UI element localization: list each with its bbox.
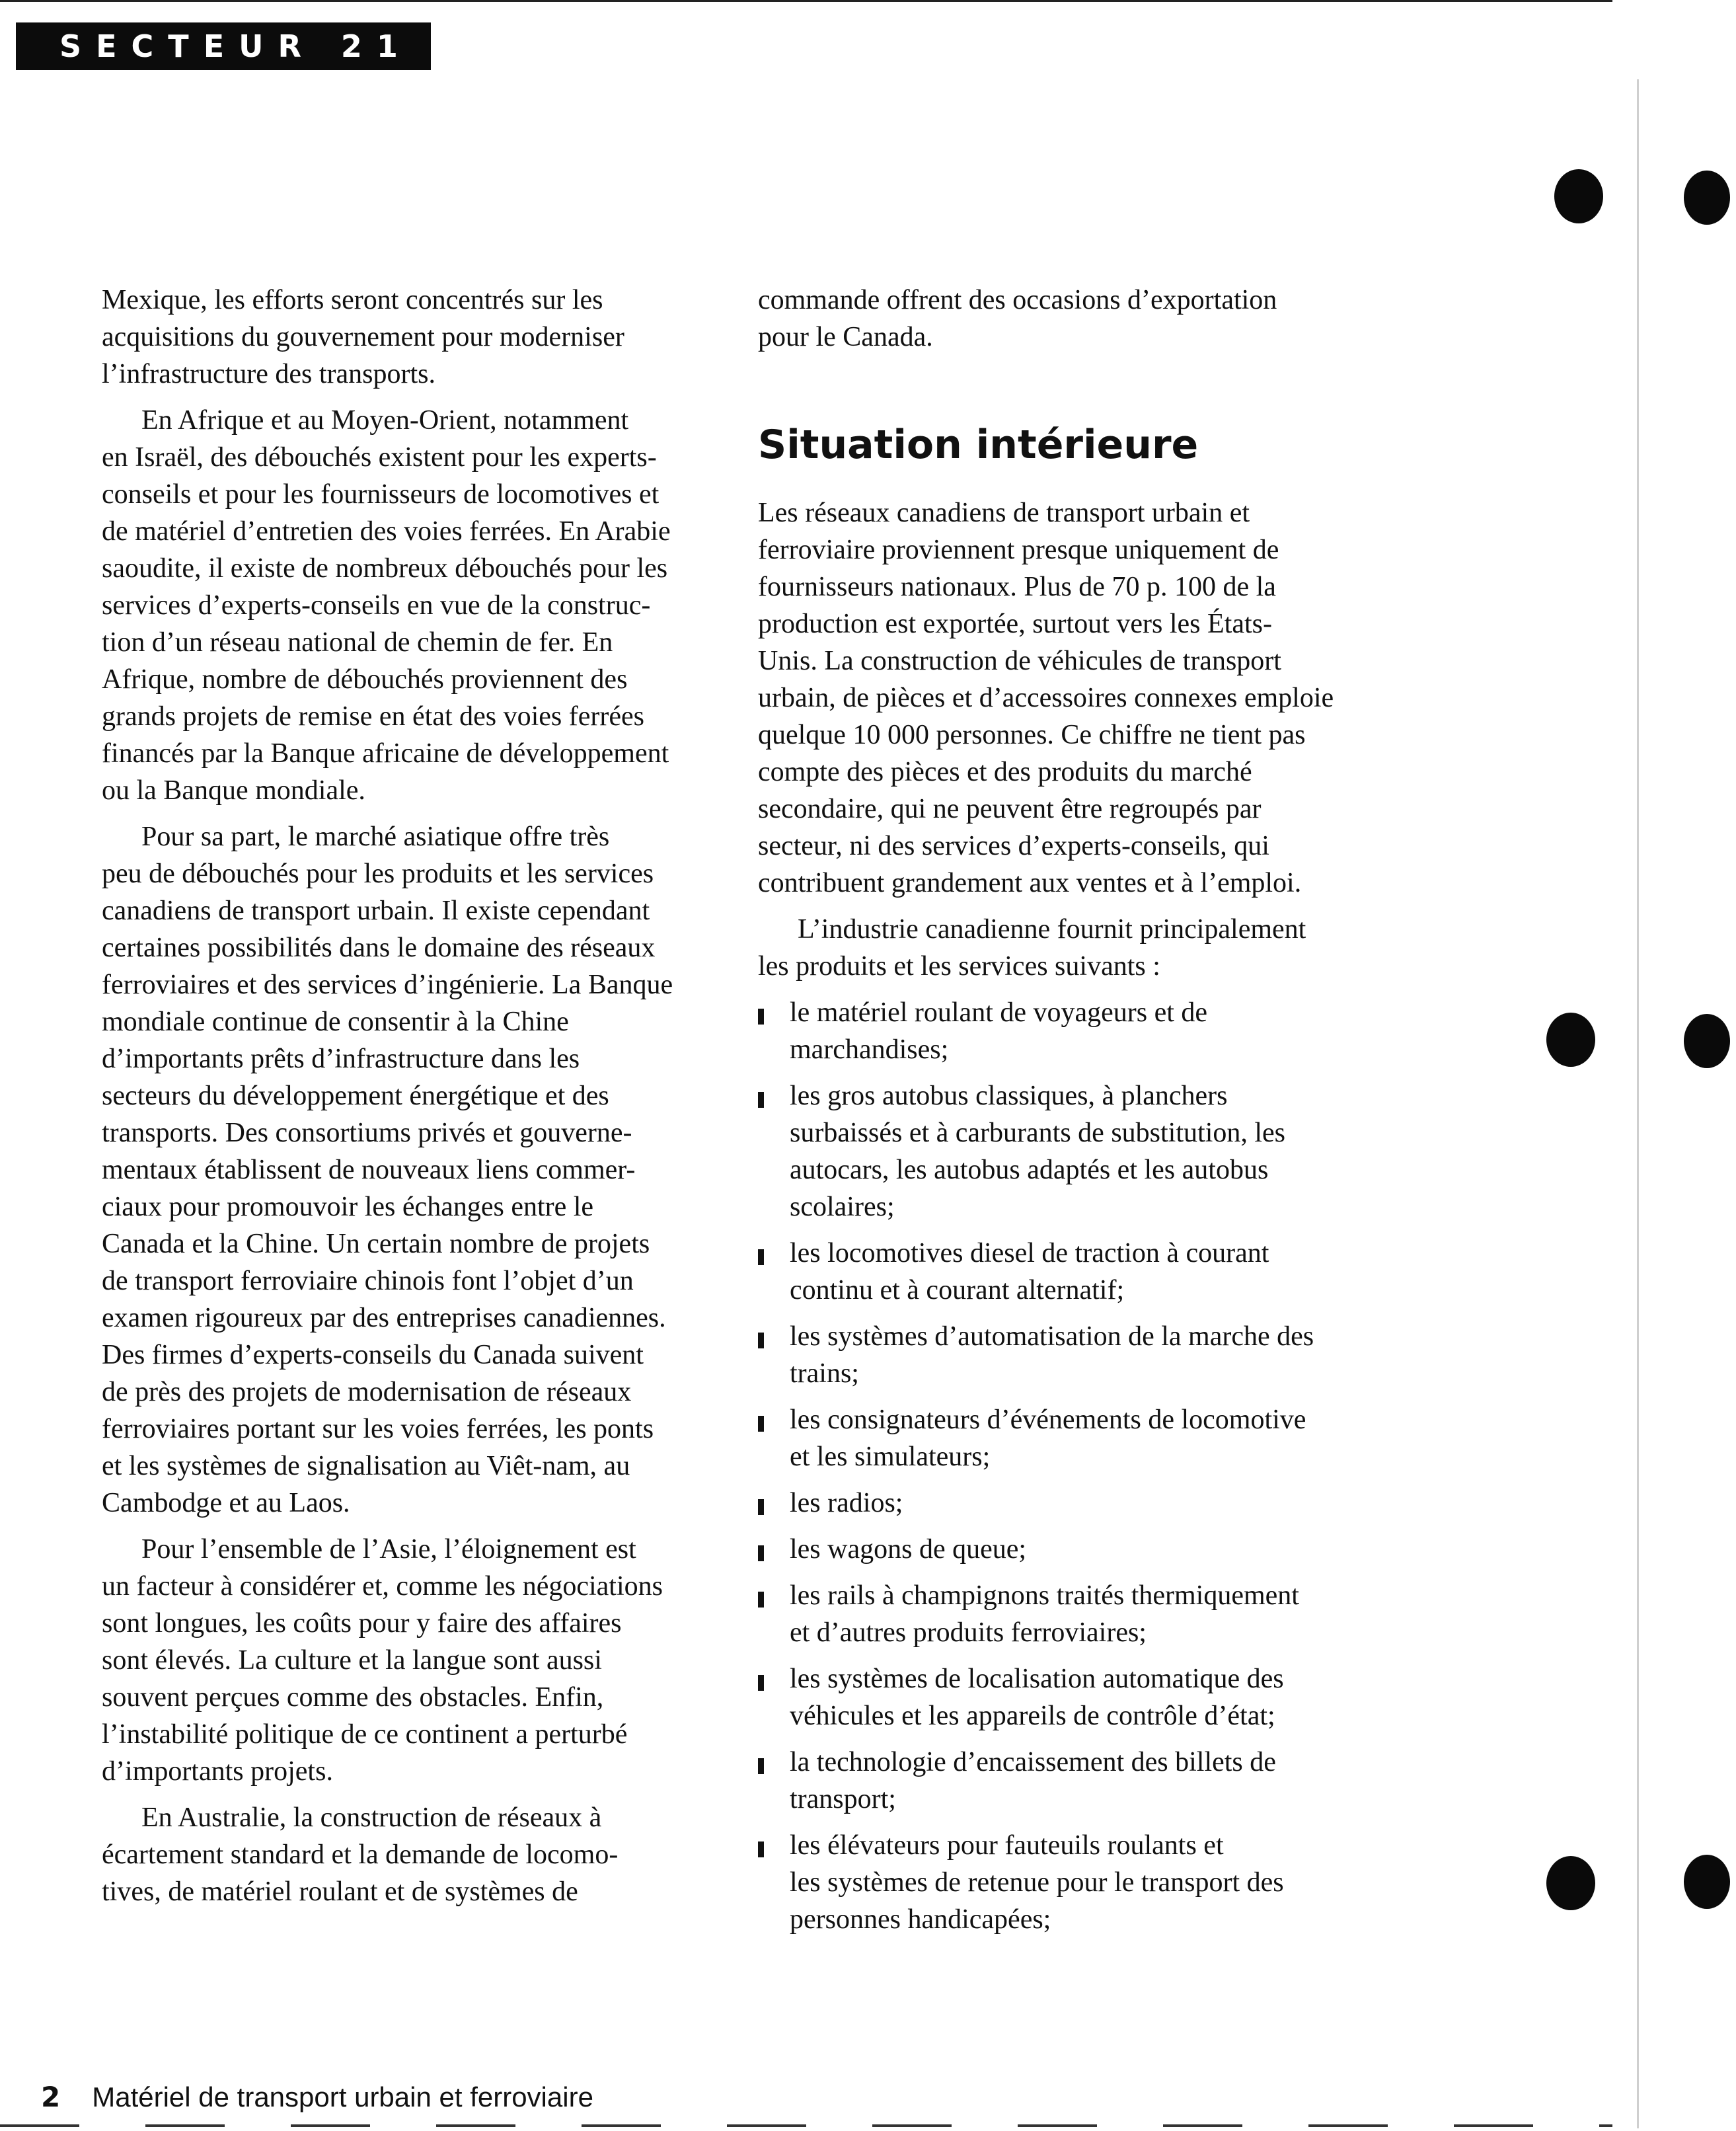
bullet-icon (758, 1758, 764, 1774)
list-item-text: les wagons de queue; (790, 1534, 1027, 1565)
paragraph-africa-middle-east: En Afrique et au Moyen-Orient, notamment en Israël, des débouchés existent pour les experts- conseils et pour les fournisseurs de locomotives et de matériel d’entretien des voies ferrées. En Arabie saoudite, il existe de nombreux débouchés pour les services d’experts-conseils en vue de la construc- tion d’un réseau national de chemin de fer. En Afrique, nombre de débouchés proviennent des grands projets de remise en état des voies ferrées financés par la Banque africaine de développement ou la Banque mondiale. (102, 405, 671, 806)
bullet-icon (758, 1675, 764, 1691)
section-label: SECTEUR 21 (59, 28, 412, 64)
list-item (758, 1827, 1366, 1938)
binder-edge-line (1637, 79, 1639, 2128)
list-item (758, 1660, 1366, 1734)
list-item (758, 1744, 1366, 1818)
paragraph-continuation-right: commande offrent des occasions d’exportation pour le Canada. (758, 285, 1277, 352)
list-item-text: les consignateurs d’événements de locomotive et les simulateurs; (790, 1405, 1306, 1472)
paragraph-asia-obstacles: Pour l’ensemble de l’Asie, l’éloignement est un facteur à considérer et, comme les négociations sont longues, les coûts pour y faire des affaires sont élevés. La culture et la langue sont aussi souvent perçues comme des obstacles. Enfin, l’instabilité politique de ce continent a perturbé d’importants projets. (102, 1534, 663, 1787)
bullet-icon (758, 1333, 764, 1348)
bullet-icon (758, 1092, 764, 1108)
list-item-text: les systèmes de localisation automatique des véhicules et les appareils de contrôle d’état; (790, 1664, 1284, 1731)
list-item-text: la technologie d’encaissement des billets de transport; (790, 1747, 1276, 1814)
publication-title: Matériel de transport urbain et ferroviaire (92, 2081, 593, 2112)
bullet-icon (758, 1592, 764, 1608)
list-item (758, 1531, 1366, 1568)
punch-hole-icon (1684, 171, 1730, 225)
list-item-text: les locomotives diesel de traction à courant continu et à courant alternatif; (790, 1238, 1269, 1305)
list-item (758, 1235, 1366, 1309)
paragraph-australia: En Australie, la construction de réseaux à écartement standard et la demande de locomo- tives, de matériel roulant et de systèmes de (102, 1802, 619, 1907)
list-item (758, 1318, 1366, 1392)
bullet-icon (758, 1841, 764, 1857)
right-column (758, 282, 1366, 1947)
bullet-icon (758, 1416, 764, 1432)
punch-hole-icon (1546, 1856, 1595, 1910)
punch-hole-icon (1554, 169, 1603, 223)
list-item-text: le matériel roulant de voyageurs et de marchandises; (790, 997, 1208, 1065)
list-item (758, 1485, 1366, 1522)
paragraph-products-intro: L’industrie canadienne fournit principalement les produits et les services suivants : (758, 914, 1306, 982)
list-item (758, 1401, 1366, 1475)
product-list (758, 994, 1366, 1938)
list-item-text: les systèmes d’automatisation de la marche des trains; (790, 1321, 1314, 1389)
list-item-text: les gros autobus classiques, à planchers surbaissés et à carburants de substitution, les autocars, les autobus adaptés et les autobus scolaires; (790, 1081, 1286, 1222)
section-heading: Situation intérieure (758, 422, 1199, 468)
list-item (758, 994, 1366, 1068)
bullet-icon (758, 1009, 764, 1025)
paragraph-asia-market: Pour sa part, le marché asiatique offre très peu de débouchés pour les produits et les services canadiens de transport urbain. Il existe cependant certaines possibilités dans le domaine des réseaux ferroviaires et des services d’ingénierie. La Banque mondiale continue de consentir à la Chine d’importants prêts d’infrastructure dans les secteurs du développement énergétique et des transports. Des consortiums privés et gouverne- mentaux établissent de nouveaux liens commer- ciaux pour promouvoir les échanges entre le Canada et la Chine. Un certain nombre de projets de transport ferroviaire chinois font l’objet d’un examen rigoureux par des entreprises canadiennes. Des firmes d’experts-conseils du Canada suivent de près des projets de modernisation de réseaux ferroviaires portant sur les voies ferrées, les ponts et les systèmes de signalisation au Viêt-nam, au Cambodge et au Laos. (102, 822, 673, 1518)
page-number: 2 (41, 2081, 61, 2113)
punch-hole-icon (1684, 1014, 1730, 1068)
bullet-icon (758, 1249, 764, 1265)
page-footer (41, 2081, 593, 2113)
paragraph-domestic-situation: Les réseaux canadiens de transport urbain et ferroviaire proviennent presque uniquement de fournisseurs nationaux. Plus de 70 p. 100 de la production est exportée, surtout vers les États- Unis. La construction de véhicules de transport urbain, de pièces et d’accessoires connexes emploie quelque 10 000 personnes. Ce chiffre ne tient pas compte des pièces et des produits du marché secondaire, qui ne peuvent être regroupés par secteur, ni des services d’experts-conseils, qui contribuent grandement aux ventes et à l’emploi. (758, 498, 1334, 898)
section-banner (16, 22, 431, 70)
top-rule (0, 0, 1612, 2)
left-column (102, 282, 710, 1919)
list-item (758, 1577, 1366, 1651)
punch-hole-icon (1684, 1855, 1730, 1909)
bullet-icon (758, 1499, 764, 1515)
bullet-icon (758, 1545, 764, 1561)
bottom-edge-marks (0, 2124, 1612, 2127)
list-item (758, 1077, 1366, 1225)
list-item-text: les radios; (790, 1488, 903, 1518)
list-item-text: les élévateurs pour fauteuils roulants et les systèmes de retenue pour le transport des personnes handicapées; (790, 1830, 1284, 1935)
list-item-text: les rails à champignons traités thermiquement et d’autres produits ferroviaires; (790, 1580, 1299, 1648)
punch-hole-icon (1546, 1013, 1595, 1067)
paragraph-continuation: Mexique, les efforts seront concentrés sur les acquisitions du gouvernement pour moderniser l’infrastructure des transports. (102, 285, 624, 389)
